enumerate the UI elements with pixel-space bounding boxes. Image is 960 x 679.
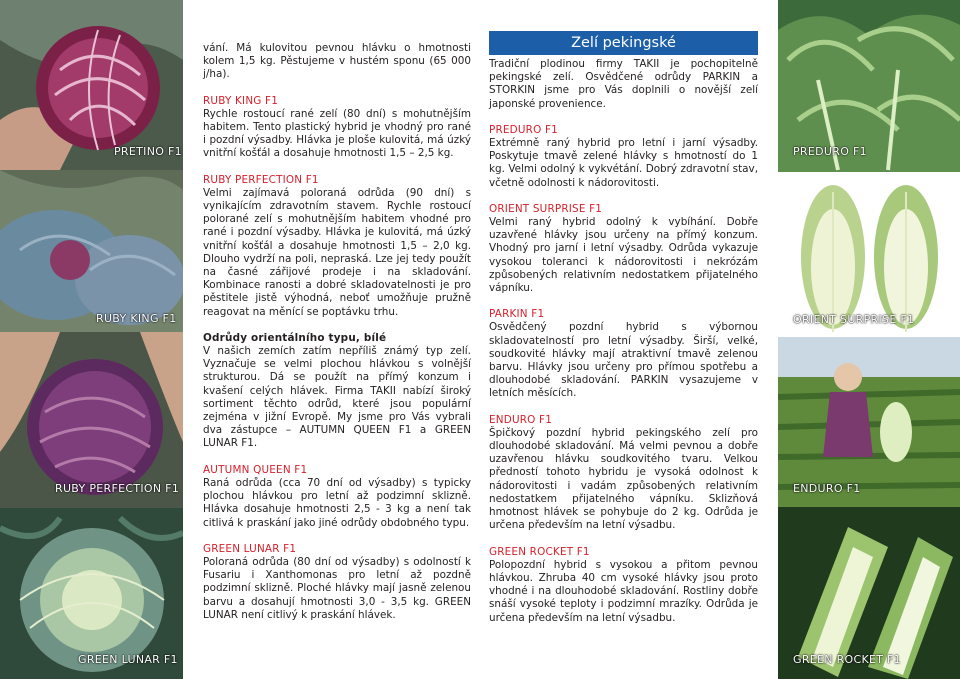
- text-parkin: Osvědčený pozdní hybrid s výbornou skladovatelností pro letní výsadby. Širší, velké, soudkovité hlávky mají atraktivní tmavě zelenou barvu. Hlávky jsou určeny pro přímou spotřebu a dlouhodobé skladování. PARKIN vysazujeme v letních měsících.: [489, 321, 758, 400]
- photo-ruby-king: [0, 170, 183, 332]
- text-preduro: Extrémně raný hybrid pro letní i jarní výsadby. Poskytuje tmavě zelené hlávky s hmotností do 1 kg. Velmi odolný k vykvétání. Dobrý zdravotní stav, včetně odolnosti k nádorovitosti.: [489, 137, 758, 189]
- heading-parkin: PARKIN F1: [489, 308, 545, 321]
- heading-preduro: PREDURO F1: [489, 123, 558, 136]
- section-orient-type: [203, 332, 471, 451]
- caption-enduro: ENDURO F1: [793, 482, 861, 495]
- caption-preduro: PREDURO F1: [793, 145, 867, 158]
- section-ruby-king: [203, 95, 471, 161]
- text-green-rocket: Polopozdní hybrid s vysokou a přitom pevnou hlávkou. Zhruba 40 cm vysoké hlávky jsou proto vhodné i na dlouhodobé skladování. Rostliny dobře snáší vysoké teploty i podzimní mrazíky. Odrůda je určena především na letní výsadbu.: [489, 558, 758, 624]
- caption-green-lunar: GREEN LUNAR F1: [78, 653, 178, 666]
- caption-orient-surprise: ORIENT SURPRISE F1: [793, 313, 915, 326]
- heading-ruby-perfection: RUBY PERFECTION F1: [203, 173, 319, 186]
- text-ruby-king: Rychle rostoucí rané zelí (80 dní) s mohutnějším habitem. Tento plastický hybrid je vhodný pro rané i pozdní výsadby. Hlávka je ploše kulovitá, má úzký vnitřní košťál a dosahuje hmotnosti 1,5 – 2,5 kg.: [203, 107, 471, 160]
- banner-peking-cabbage: Zelí pekingské: [489, 31, 758, 55]
- heading-autumn-queen: AUTUMN QUEEN F1: [203, 463, 308, 476]
- section-green-lunar: [203, 543, 471, 622]
- section-parkin: [489, 308, 758, 400]
- heading-green-lunar: GREEN LUNAR F1: [203, 542, 297, 555]
- heading-ruby-king: RUBY KING F1: [203, 94, 279, 107]
- caption-ruby-perfection: RUBY PERFECTION F1: [55, 482, 180, 495]
- heading-green-rocket: GREEN ROCKET F1: [489, 545, 590, 558]
- section-ruby-perfection: [203, 174, 471, 319]
- text-green-lunar: Poloraná odrůda (80 dní od výsadby) s odolností k Fusariu i Xanthomonas pro letní až pozdně podzimní sklizně. Ploché hlávky mají jasně zelenou barvu a dosahují hmotnosti 3,0 - 3,5 kg. GREEN LUNAR není citlivý k praskání hlávek.: [203, 555, 471, 621]
- heading-orient-type: Odrůdy orientálního typu, bílé: [203, 331, 387, 344]
- caption-green-rocket: GREEN ROCKET F1: [793, 653, 901, 666]
- caption-pretino: PRETINO F1: [114, 145, 182, 158]
- text-enduro: Špičkový pozdní hybrid pekingského zelí pro dlouhodobé skladování. Má velmi pevnou a dobře uzavřenou hlávku soudkovitého tvaru. Velkou předností tohoto hybridu je vysoká odolnost k nádorovitosti i vadám způsobených relativním nedostatkem přijatelného vápníku. Sklizňová hmotnost hlávek se pohybuje do 2 kg. Odrůda je určena především na letní výsadbu.: [489, 426, 758, 532]
- section-orient-surprise: [489, 203, 758, 295]
- text-orient-surprise: Velmi raný hybrid odolný k vybíhání. Dobře uzavřené hlávky jsou určeny na přímý konzum. Vhodný pro jarní i letní výsadby. Odrůda vykazuje vysokou toleranci k nádorovitosti i nekrózám způsobených relativním nedostatkem přijatelného vápníku.: [489, 216, 758, 295]
- text-autumn-queen: Raná odrůda (cca 70 dní od výsadby) s typicky plochou hlávkou pro letní až podzimní sklizně. Hlávka dosahuje hmotnosti 2,5 - 3 kg a není tak citlivá k praskání jako jiné odrůdy obdobného typu.: [203, 476, 471, 529]
- right-intro: Tradiční plodinou firmy TAKII je pochopitelně pekingské zelí. Osvědčené odrůdy PARKIN a STORKIN jsme pro Vás doplnili o novější zelí japonské provenience.: [489, 58, 758, 110]
- heading-enduro: ENDURO F1: [489, 413, 553, 426]
- section-enduro: [489, 414, 758, 533]
- middle-column: [203, 42, 471, 635]
- heading-orient-surprise: ORIENT SURPRISE F1: [489, 202, 603, 215]
- text-ruby-perfection: Velmi zajímavá poloraná odrůda (90 dní) s vynikajícím zdravotním stavem. Rychle rostoucí polorané zelí s mohutnějším habitem vhodné pro rané i pozdní výsadby. Hlávka je kulovitá, má úzký vnitřní košťál a dosahuje hmotnosti 1,5 – 2,0 kg. Dlouho vydrží na poli, nepraská. Lze jej tedy použít na časné zářijové prodeje i na skladování. Kombinace ranosti a dobré skladovatelnosti je pro pěstitele jistě výhodná, neboť umožňuje pružně reagovat na měnící se poptávku trhu.: [203, 186, 471, 318]
- right-column: [489, 58, 758, 638]
- section-autumn-queen: [203, 464, 471, 530]
- section-green-rocket: [489, 546, 758, 625]
- middle-intro: vání. Má kulovitou pevnou hlávku o hmotnosti kolem 1,5 kg. Pěstujeme v hustém sponu (65 000 j/ha).: [203, 42, 471, 81]
- section-preduro: [489, 124, 758, 190]
- text-orient-type: V našich zemích zatím nepříliš známý typ zelí. Vyznačuje se velmi plochou hlávkou s volnější strukturou. Dá se použít na přímý konzum i kvašení celých hlávek. Firma TAKII nabízí široký sortiment těchto odrůd, které jsou populární zejména v jižní Evropě. My jsme pro Vás vybrali dva zástupce – AUTUMN QUEEN F1 a GREEN LUNAR F1.: [203, 345, 471, 450]
- caption-ruby-king: RUBY KING F1: [96, 312, 177, 325]
